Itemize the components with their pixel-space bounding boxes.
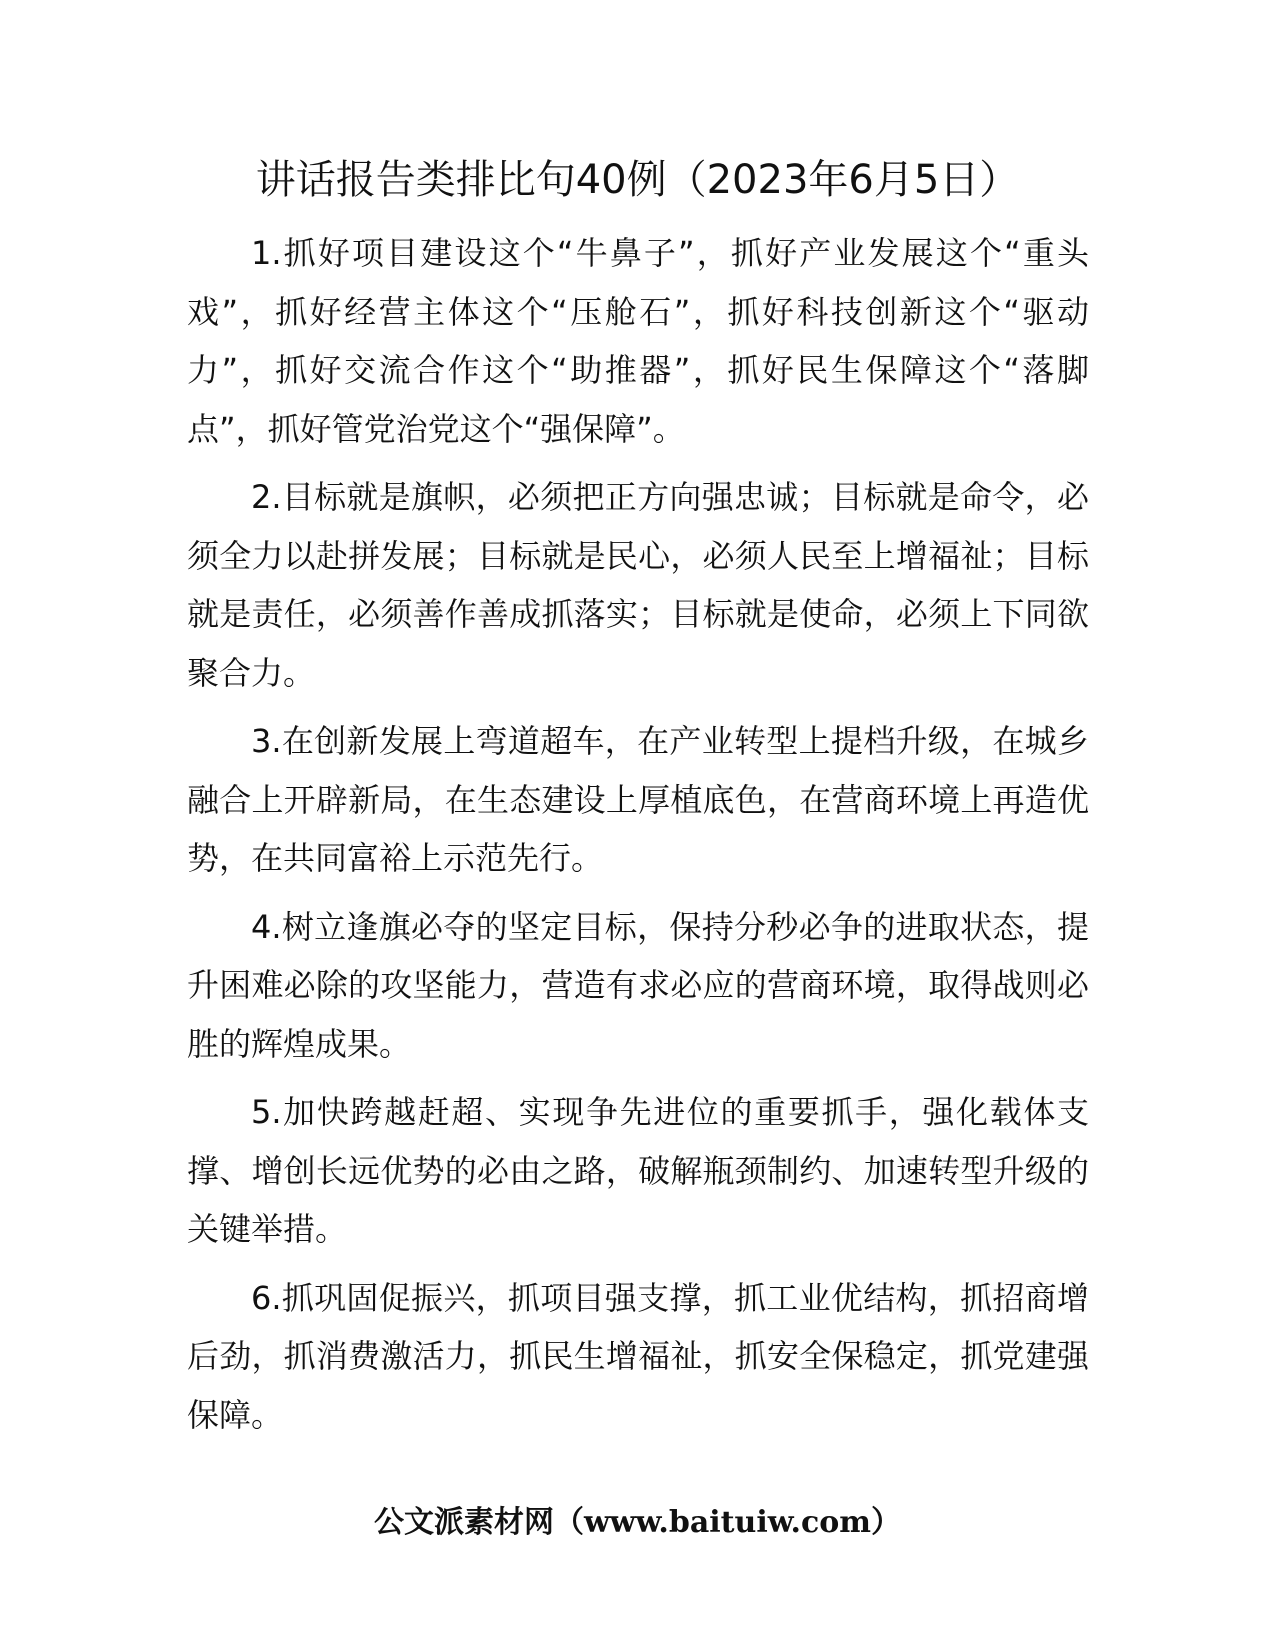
document-title: 讲话报告类排比句40例（2023年6月5日） xyxy=(255,157,1020,203)
document-body xyxy=(187,224,1089,1454)
paragraph-3: 3.在创新发展上弯道超车，在产业转型上提档升级，在城乡融合上开辟新局，在生态建设上厚植底色，在营商环境上再造优势，在共同富裕上示范先行。 xyxy=(187,722,1089,877)
paragraph-5: 5.加快跨越赶超、实现争先进位的重要抓手，强化载体支撑、增创长远优势的必由之路，破解瓶颈制约、加速转型升级的关键举措。 xyxy=(187,1093,1089,1248)
paragraph-6: 6.抓巩固促振兴，抓项目强支撑，抓工业优结构，抓招商增后劲，抓消费激活力，抓民生增福祉，抓安全保稳定，抓党建强保障。 xyxy=(187,1278,1089,1434)
paragraph-4: 4.树立逢旗必夺的坚定目标，保持分秒必争的进取状态，提升困难必除的攻坚能力，营造有求必应的营商环境，取得战则必胜的辉煌成果。 xyxy=(187,907,1089,1063)
source-footer: 公文派素材网（www.baituiw.com） xyxy=(373,1505,902,1540)
paragraph-1: 1.抓好项目建设这个“牛鼻子”，抓好产业发展这个“重头戏”，抓好经营主体这个“压舱石”，抓好科技创新这个“驱动力”，抓好交流合作这个“助推器”，抓好民生保障这个“落脚点”，抓好管党治党这个“强保障”。 xyxy=(187,234,1089,448)
paragraph-2: 2.目标就是旗帜，必须把正方向强忠诚；目标就是命令，必须全力以赴拼发展；目标就是民心，必须人民至上增福祉；目标就是责任，必须善作善成抓落实；目标就是使命，必须上下同欲聚合力。 xyxy=(187,478,1089,692)
